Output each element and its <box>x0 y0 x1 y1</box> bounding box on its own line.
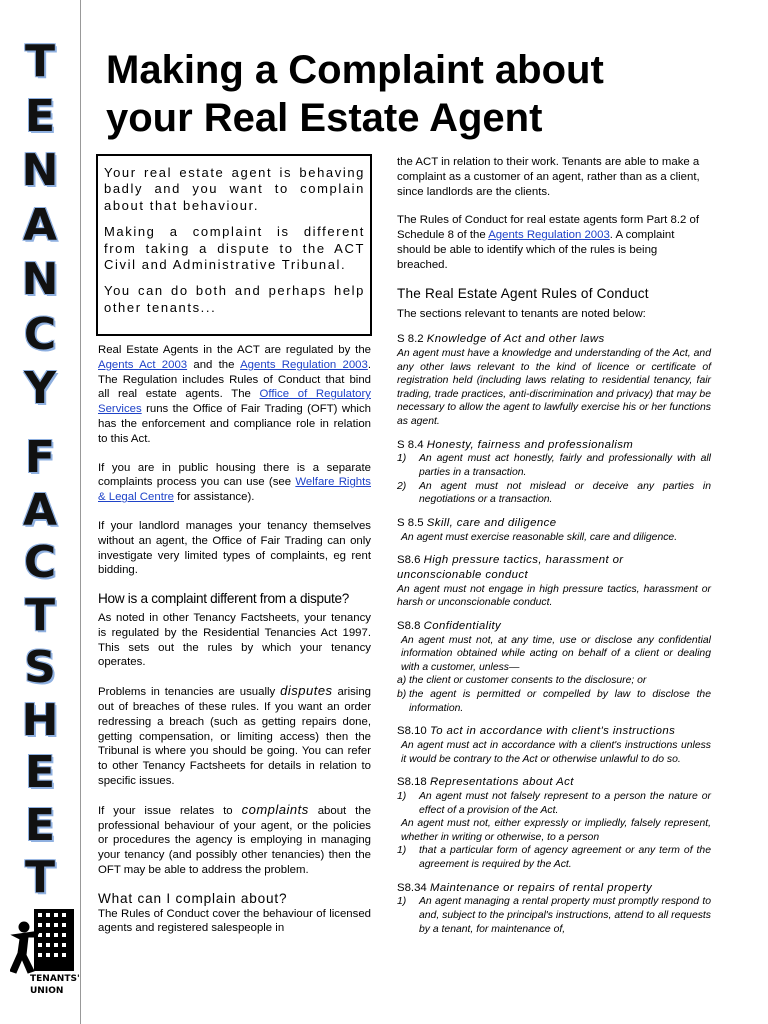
rule-8-8 <box>397 619 711 715</box>
rule-list-item <box>397 674 711 688</box>
tenancy-letter: C <box>23 308 57 360</box>
list-text: the agent is permitted or compelled by law to disclose the information. <box>409 689 711 714</box>
list-number: b) <box>397 689 407 701</box>
paragraph-public-housing <box>98 461 371 505</box>
paragraph-rules-part <box>397 213 711 272</box>
rule-heading <box>397 775 711 790</box>
rule-number: S8.34 <box>397 881 430 894</box>
logo-text-union: UNION <box>30 986 64 996</box>
agents-act-link[interactable]: Agents Act 2003 <box>98 358 188 371</box>
heading-what-complain: What can I complain about? <box>98 890 288 906</box>
paragraph-regulation <box>98 343 371 447</box>
list-number: 1) <box>397 845 407 857</box>
title-line-2: your Real Estate Agent <box>106 96 543 140</box>
rule-number: S8.6 <box>397 554 424 567</box>
rule-8-6 <box>397 553 711 610</box>
factsheet-letter: T <box>24 852 55 903</box>
rule-body: An agent must have a knowledge and understanding of the Act, and any other laws relevant to the kind of licence or certificate of registration held (including laws relating to residential tenancy, fair trading, trade practices, anti-discrimination and privacy) that may be necessary to allow the agent to lawfully exercise his or her functions as agent. <box>397 347 711 427</box>
factsheet-letter: F <box>24 432 56 483</box>
rule-body: An agent must act in accordance with a client's instructions unless it would be contrary to the Act or otherwise unlawful to do so. <box>401 740 711 765</box>
tenants-union-logo <box>10 905 78 1020</box>
tenancy-letter: Y <box>24 363 56 414</box>
emphasis-complaints: complaints <box>241 801 309 817</box>
rule-8-5 <box>397 516 711 544</box>
list-text: An agent must not mislead or deceive any parties in negotiations or a transaction. <box>419 480 711 506</box>
text: and the <box>187 358 241 371</box>
paragraph-sections-relevant: The sections relevant to tenants are noted below: <box>397 308 646 321</box>
rule-number: S8.10 <box>397 725 430 738</box>
heading-how-different: How is a complaint different from a dispute? <box>98 591 350 607</box>
factsheet-letter: C <box>23 537 57 588</box>
text: arising out of breaches of these rules. If you want an order redressing a breach (such as getting repairs done, getting compensation, or limiting access) then the Tribunal is where you should be going. You can refer to other Tenancy Factsheets for details in relation to specific issues. <box>98 686 371 787</box>
list-number: 1) <box>397 453 407 465</box>
rule-title: Representations about Act <box>429 776 574 789</box>
text: about the professional behaviour of your agent, or the policies or procedures the agency is employing in managing your tenancy (and possibly other tenancies) then the OFT may be able to address the problem. <box>98 804 372 876</box>
rule-heading <box>397 516 711 531</box>
list-text: that a particular form of agency agreement or any term of the agreement is required by the Act. <box>419 845 711 870</box>
tenancy-letter: N <box>21 145 59 196</box>
rule-heading <box>397 724 711 739</box>
tenancy-letter: N <box>21 254 59 305</box>
rule-number: S 8.5 <box>397 516 427 529</box>
rule-8-2 <box>397 332 711 428</box>
text: The Rules of Conduct for real estate agents form Part 8.2 of Schedule 8 of the <box>397 214 700 242</box>
rule-heading <box>397 553 711 583</box>
factsheet-letter: H <box>21 694 59 746</box>
rule-heading <box>397 881 711 896</box>
list-text: An agent must act honestly, fairly and professionally with all parties in a transaction. <box>419 453 711 478</box>
rule-list-item <box>397 688 711 715</box>
text: Real Estate Agents in the ACT are regulated by the <box>98 344 371 356</box>
text: for assistance). <box>174 491 255 504</box>
factsheet-letter: S <box>24 642 56 693</box>
rule-body: An agent must exercise reasonable skill, care and diligence. <box>401 531 678 543</box>
rule-number: S 8.2 <box>397 333 427 346</box>
list-text: the client or customer consents to the disclosure; or <box>409 675 647 687</box>
rule-number: S8.8 <box>397 619 424 632</box>
rule-heading <box>397 438 711 453</box>
rule-title: Knowledge of Act and other laws <box>426 333 605 346</box>
text: If your issue relates to <box>98 804 242 817</box>
callout-paragraph: Making a complaint is different from taking a dispute to the ACT Civil and Administrative Tribunal. <box>104 224 365 273</box>
text: . A complaint should be able to identify which of the rules is being breached. <box>397 229 675 271</box>
list-text: An agent managing a rental property must promptly respond to and, subject to the principal's instructions, attend to all requests by a tenant, for maintenance of, <box>419 896 711 935</box>
factsheet-letter: E <box>24 799 56 851</box>
rule-number: S8.18 <box>397 776 430 789</box>
list-number: a) <box>397 675 407 687</box>
tenancy-letter: T <box>24 36 55 87</box>
rule-body: An agent must not engage in high pressure tactics, harassment or harsh or unconscionable conduct. <box>397 583 711 609</box>
rule-title: Confidentiality <box>423 619 502 632</box>
paragraph-complaints <box>98 803 371 878</box>
tenancy-letter: A <box>22 199 58 251</box>
rule-list-item <box>397 480 711 507</box>
callout-paragraph: Your real estate agent is behaving badly and you want to complain about that behaviour. <box>104 165 365 213</box>
office-regulatory-services-link[interactable]: Office of Regulatory Services <box>98 388 371 416</box>
list-number: 2) <box>397 480 407 492</box>
tenancy-letter: E <box>24 90 56 142</box>
title-line-1: Making a Complaint about <box>106 48 604 92</box>
agents-regulation-link[interactable]: Agents Regulation 2003 <box>488 229 610 242</box>
page-title <box>106 46 746 142</box>
callout-paragraph: You can do both and perhaps help other tenants... <box>104 283 365 315</box>
vertical-title-sidebar <box>0 0 82 1024</box>
paragraph-customer: the ACT in relation to their work. Tenants are able to make a complaint as a customer of an agent, rather than as a client, since landlords are the clients. <box>397 156 700 198</box>
intro-callout-box <box>96 154 372 336</box>
list-text: An agent must not falsely represent to a person the nature or effect of a provision of the Act. <box>419 791 711 816</box>
welfare-rights-link[interactable]: Welfare Rights & Legal Centre <box>98 476 371 504</box>
emphasis-disputes: disputes <box>280 683 333 699</box>
heading-rules-of-conduct: The Real Estate Agent Rules of Conduct <box>397 285 649 301</box>
rule-title: Skill, care and diligence <box>426 516 557 529</box>
paragraph-landlord: If your landlord manages your tenancy themselves without an agent, the Office of Fair Trading can only investigate very limited types of complaints, eg rent bidding. <box>98 519 371 577</box>
list-number: 1) <box>397 896 407 908</box>
paragraph-tenancy-regulated: As noted in other Tenancy Factsheets, your tenancy is regulated by the Residential Tenancies Act 1997. This sets out the rules by which your tenancy operates. <box>98 611 371 669</box>
rule-body: An agent must not, either expressly or impliedly, falsely represent, whether in writing or otherwise, to a person <box>401 818 711 843</box>
right-column <box>397 155 711 936</box>
paragraph-disputes <box>98 684 371 789</box>
text: If you are in public housing there is a separate complaints process you can use (see <box>98 461 371 489</box>
rule-8-10 <box>397 724 711 766</box>
paragraph-rules-cover: The Rules of Conduct cover the behaviour of licensed agents and registered salespeople in <box>98 907 371 935</box>
logo-text-tenants: TENANTS' <box>30 974 80 984</box>
rule-list-item <box>397 790 711 817</box>
list-number: 1) <box>397 791 407 803</box>
text: . The Regulation includes Rules of Conduct that bind all real estate agents. The <box>98 358 371 401</box>
rule-title: Maintenance or repairs of rental property <box>429 881 653 894</box>
agents-regulation-link[interactable]: Agents Regulation 2003 <box>240 358 368 371</box>
factsheet-letter: E <box>24 747 56 798</box>
rule-body: An agent must not, at any time, use or disclose any confidential information obtained while acting on behalf of a client or dealing with a customer, unless— <box>401 634 711 673</box>
rule-title: Honesty, fairness and professionalism <box>426 438 634 451</box>
factsheet-letter: T <box>24 589 55 641</box>
rule-list-item <box>397 844 711 871</box>
rule-heading <box>397 619 711 634</box>
rule-title: High pressure tactics, harassment or unconscionable conduct <box>397 554 624 581</box>
rule-8-18 <box>397 775 711 871</box>
sidebar-divider <box>80 0 81 1024</box>
rule-list-item <box>397 895 711 936</box>
factsheet-letter: A <box>22 484 58 536</box>
left-column <box>98 343 371 936</box>
rule-title: To act in accordance with client's instructions <box>429 725 676 738</box>
text: Problems in tenancies are usually <box>98 686 281 699</box>
text: runs the Office of Fair Trading (OFT) which has the enforcement and compliance role in relation to this Act. <box>98 403 371 445</box>
rule-8-34 <box>397 881 711 937</box>
rule-number: S 8.4 <box>397 438 427 451</box>
rule-heading <box>397 332 711 347</box>
rule-list-item <box>397 452 711 479</box>
rule-8-4 <box>397 438 711 507</box>
